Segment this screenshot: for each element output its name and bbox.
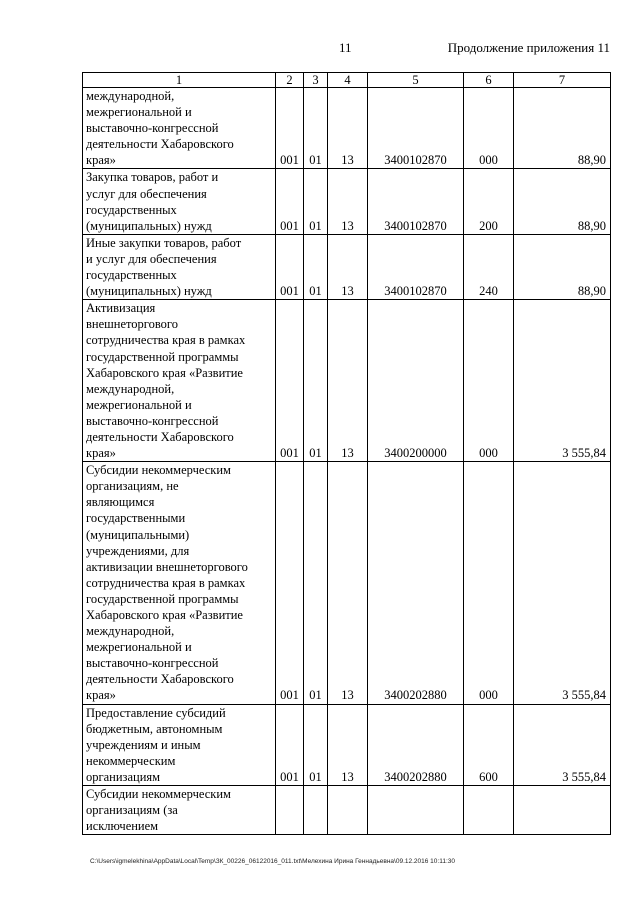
row-name-cell [83,462,276,704]
column-header: 5 [368,73,464,88]
expense-type-cell [464,786,514,835]
row-name-cell [83,234,276,299]
expense-type-cell: 600 [464,704,514,785]
row-name-line: выставочно-конгрессной [86,121,219,136]
row-name-line: государственной программы [86,591,239,606]
row-name-line: Хабаровского края «Развитие [86,365,243,380]
row-name-line: (муниципальных) нужд [86,284,212,299]
row-name-line: межрегиональной и [86,640,192,655]
row-name-cell [83,786,276,835]
row-name-cell [83,169,276,234]
row-name-line: международной, [86,89,175,103]
row-name-line: Иные закупки товаров, работ [86,235,242,250]
row-name-line: учреждениям и иным [86,737,201,752]
expense-type-cell: 000 [464,462,514,704]
row-name-line: государственных [86,202,177,217]
section-cell: 01 [304,88,328,169]
gov-code-cell: 001 [276,300,304,462]
row-name-line: некоммерческим [86,753,176,768]
gov-code-cell: 001 [276,704,304,785]
budget-table [82,72,611,835]
row-name-line: бюджетным, автономным [86,721,223,736]
table-row [83,462,611,704]
row-name-line: государственной программы [86,349,239,364]
row-name-line: международной, [86,381,175,396]
amount-cell: 88,90 [514,234,611,299]
amount-cell: 88,90 [514,169,611,234]
row-name-line: и услуг для обеспечения [86,251,217,266]
row-name-line: являющимся [86,495,155,510]
page-number: 11 [339,40,352,55]
gov-code-cell: 001 [276,169,304,234]
row-name-line: активизации внешнеторгового [86,559,248,574]
table-row [83,300,611,462]
row-name-line: учреждениями, для [86,543,190,558]
subsection-cell: 13 [328,300,368,462]
row-name-line: услуг для обеспечения [86,186,207,201]
row-name-line: сотрудничества края в рамках [86,575,246,590]
row-name-line: организациям, не [86,479,179,494]
column-header: 2 [276,73,304,88]
row-name-cell [83,88,276,169]
row-name-line: исключением [86,819,159,834]
gov-code-cell: 001 [276,234,304,299]
table-row [83,704,611,785]
subsection-cell: 13 [328,88,368,169]
row-name-line: края» [86,688,116,703]
subsection-cell: 13 [328,704,368,785]
section-cell: 01 [304,462,328,704]
subsection-cell: 13 [328,169,368,234]
subsection-cell [328,786,368,835]
table-row [83,234,611,299]
row-name-line: государственных [86,268,177,283]
table-row [83,786,611,835]
target-code-cell: 3400102870 [368,169,464,234]
expense-type-cell: 000 [464,300,514,462]
section-cell: 01 [304,300,328,462]
section-cell: 01 [304,169,328,234]
row-name-line: деятельности Хабаровского [86,429,234,444]
subsection-cell: 13 [328,234,368,299]
row-name-line: внешнеторгового [86,317,178,332]
amount-cell: 3 555,84 [514,462,611,704]
gov-code-cell: 001 [276,462,304,704]
column-header: 6 [464,73,514,88]
row-name-line: межрегиональной и [86,397,192,412]
section-cell: 01 [304,704,328,785]
row-name-line: выставочно-конгрессной [86,656,219,671]
file-path-footer: C:\Users\igmelekhina\AppData\Local\Temp\ЗК_00226_06122016_011.txt\Мелехина Ирина Геннадьевна\09.12.2016 10:11:30 [90,858,455,865]
amount-cell: 88,90 [514,88,611,169]
column-header: 3 [304,73,328,88]
column-header: 4 [328,73,368,88]
section-cell: 01 [304,234,328,299]
expense-type-cell: 240 [464,234,514,299]
row-name-line: (муниципальными) [86,527,190,542]
row-name-line: Предоставление субсидий [86,705,226,720]
column-header: 7 [514,73,611,88]
row-name-line: сотрудничества края в рамках [86,333,246,348]
table-row [83,169,611,234]
row-name-line: края» [86,446,116,461]
row-name-line: Субсидии некоммерческим [86,463,231,478]
row-name-line: международной, [86,624,175,639]
row-name-line: организациям (за [86,803,178,818]
header-row [83,73,611,88]
row-name-line: выставочно-конгрессной [86,413,219,428]
target-code-cell: 3400102870 [368,88,464,169]
expense-type-cell: 200 [464,169,514,234]
section-cell [304,786,328,835]
target-code-cell [368,786,464,835]
row-name-line: деятельности Хабаровского [86,672,234,687]
expense-type-cell: 000 [464,88,514,169]
row-name-line: Субсидии некоммерческим [86,787,231,802]
column-header: 1 [83,73,276,88]
gov-code-cell [276,786,304,835]
target-code-cell: 3400202880 [368,704,464,785]
row-name-line: Закупка товаров, работ и [86,170,219,185]
row-name-line: (муниципальных) нужд [86,218,212,233]
subsection-cell: 13 [328,462,368,704]
row-name-line: деятельности Хабаровского [86,137,234,152]
table-row [83,88,611,169]
row-name-line: организациям [86,769,161,784]
row-name-cell [83,704,276,785]
continuation-label: Продолжение приложения 11 [447,40,610,55]
row-name-line: государственными [86,511,186,526]
row-name-line: межрегиональной и [86,105,192,120]
row-name-cell [83,300,276,462]
target-code-cell: 3400102870 [368,234,464,299]
amount-cell: 3 555,84 [514,704,611,785]
target-code-cell: 3400200000 [368,300,464,462]
row-name-line: края» [86,153,116,168]
amount-cell: 3 555,84 [514,300,611,462]
row-name-line: Активизация [86,301,156,316]
row-name-line: Хабаровского края «Развитие [86,608,243,622]
amount-cell [514,786,611,835]
target-code-cell: 3400202880 [368,462,464,704]
gov-code-cell: 001 [276,88,304,169]
